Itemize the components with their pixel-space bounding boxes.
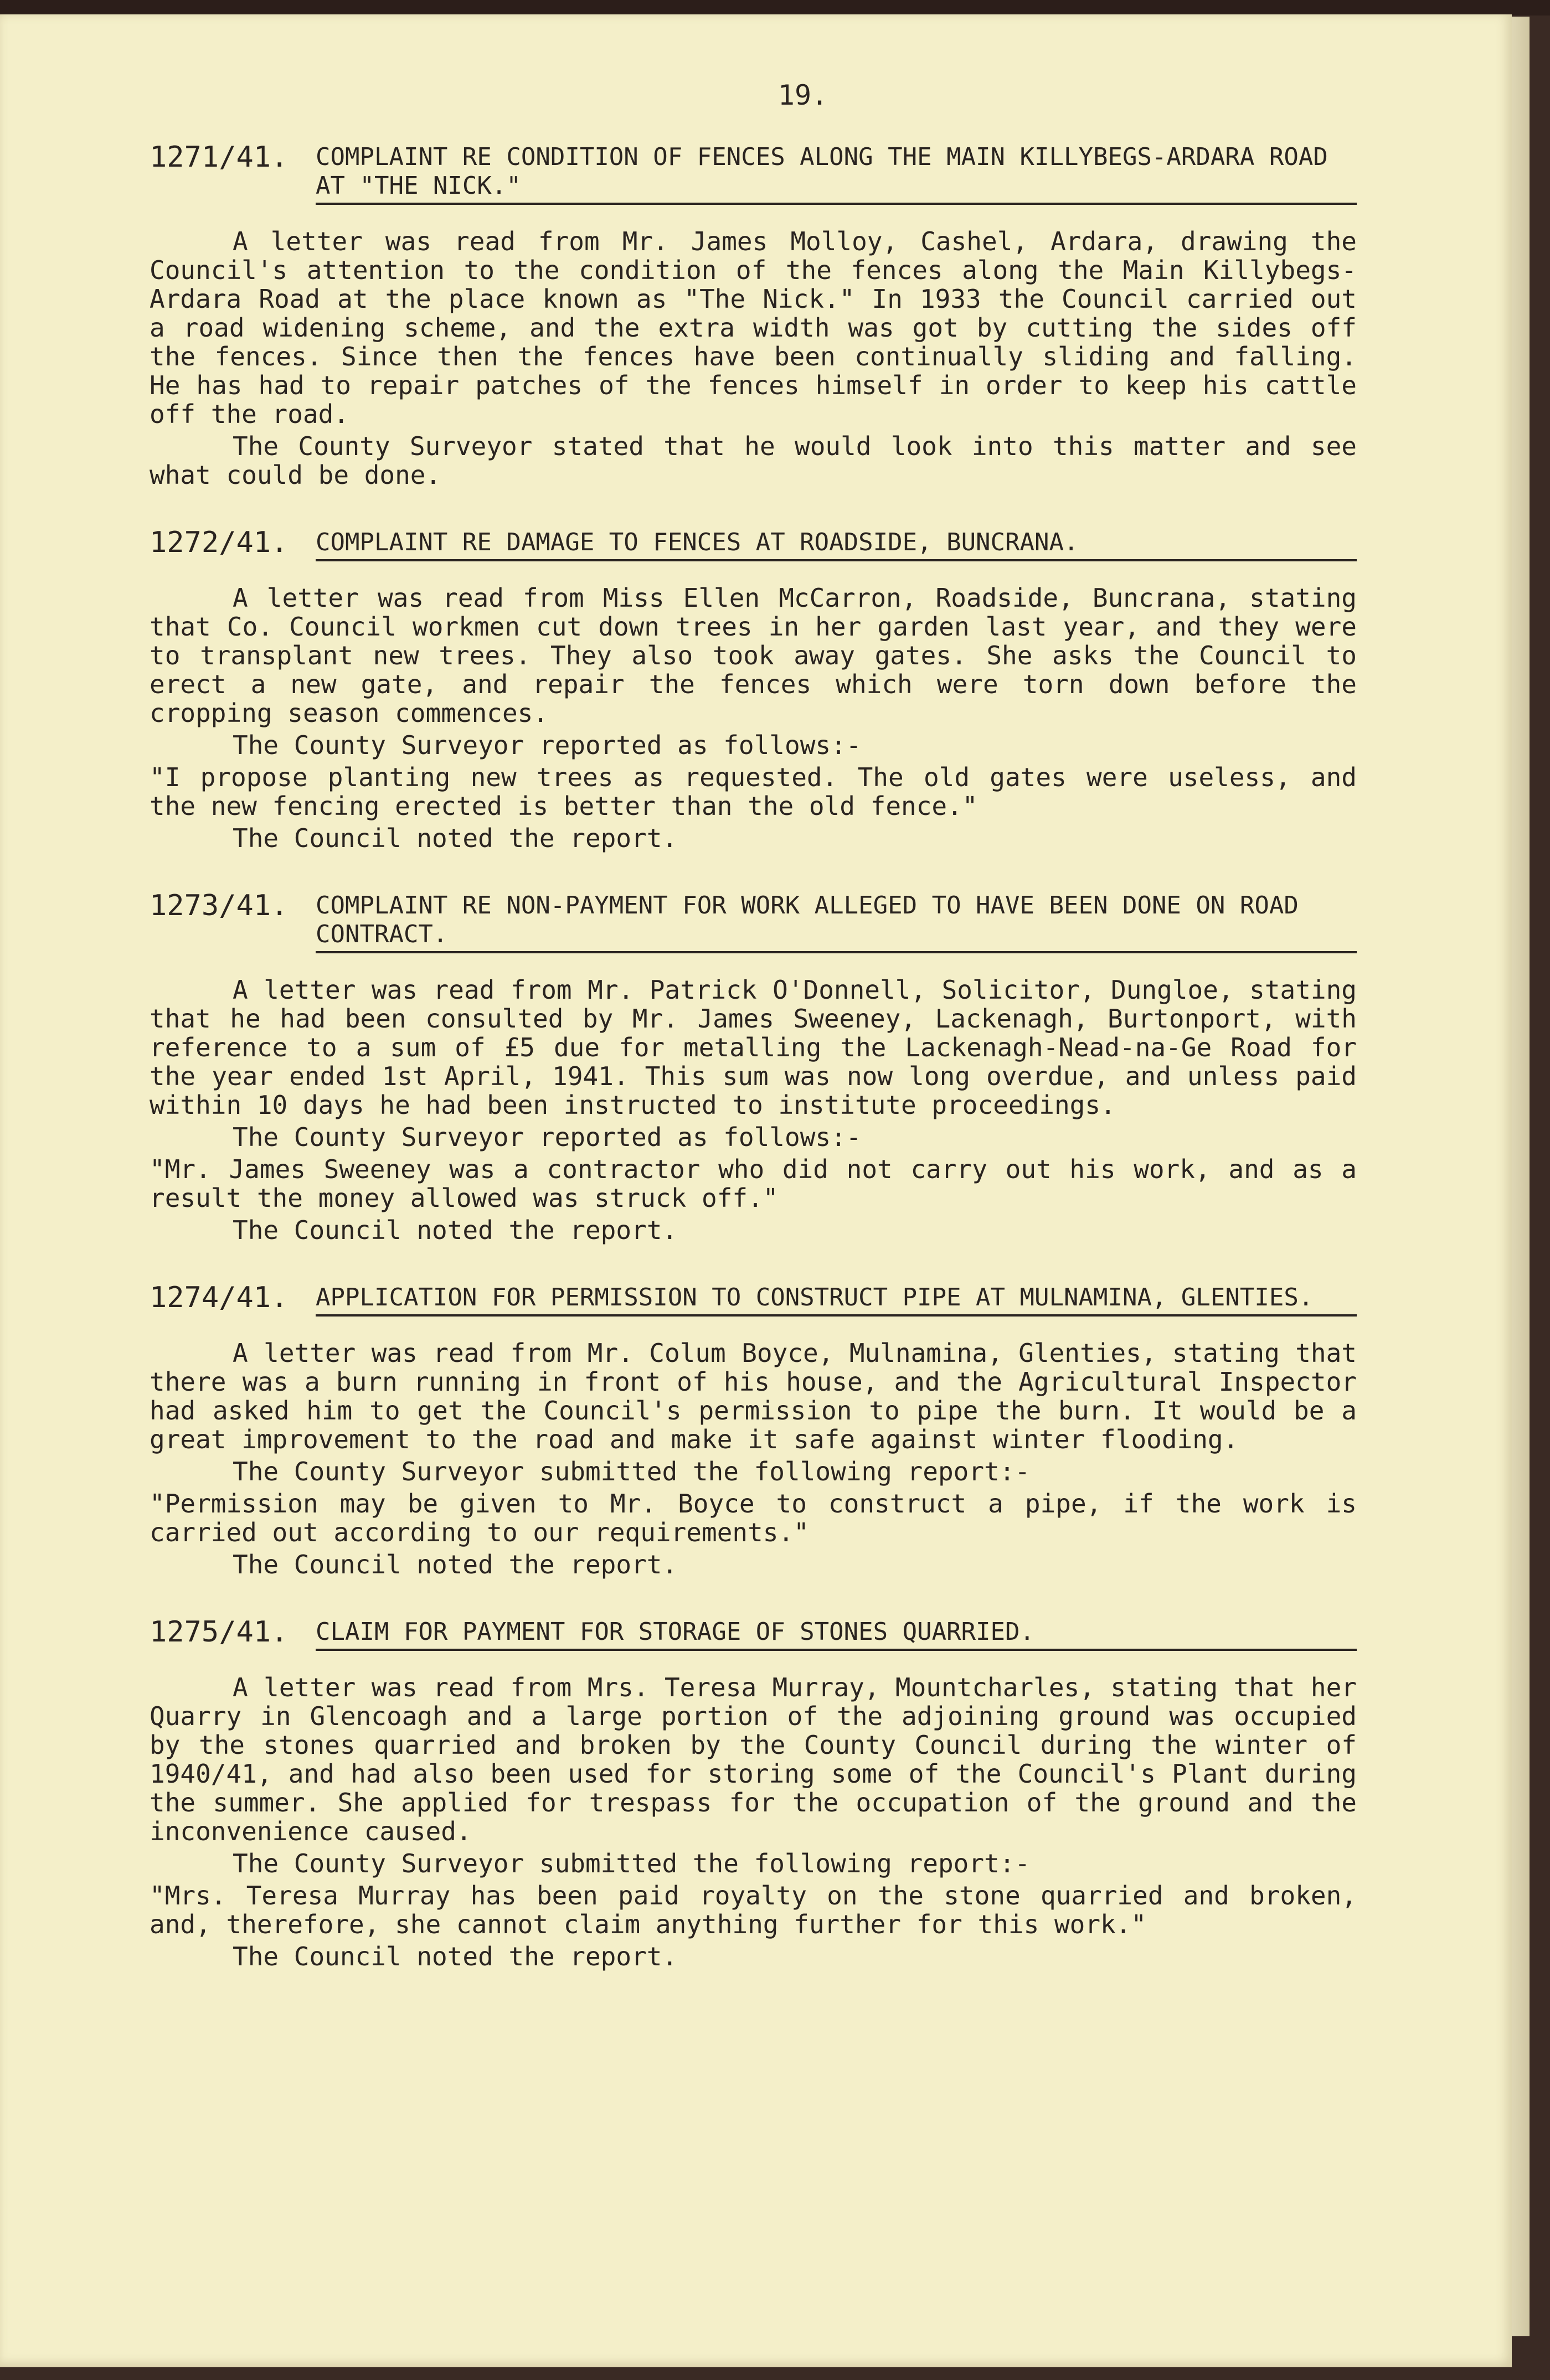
page-content: [150, 81, 1357, 2010]
page-number: 19.: [777, 79, 828, 111]
entry-heading: [150, 528, 1357, 561]
entry-number: 1273/41.: [150, 889, 289, 922]
minute-entry: [150, 143, 1357, 489]
entry-paragraph: The County Surveyor reported as follows:-: [233, 730, 862, 760]
entry-paragraph: A letter was read from Mr. Colum Boyce, Mulnamina, Glenties, stating that there was a burn running in front of his house, and the Agricultural Inspector had asked him to get the Council's permission to pipe the burn. It would be a great improvement to the road and make it safe against winter flooding.: [150, 1338, 1357, 1454]
council-noted: The Council noted the report.: [233, 1215, 678, 1245]
council-noted: The Council noted the report.: [233, 823, 678, 853]
entry-paragraph: The County Surveyor reported as follows:-: [233, 1122, 862, 1152]
entry-paragraph: A letter was read from Mrs. Teresa Murray, Mountcharles, stating that her Quarry in Glencoagh and a large portion of the adjoining ground was occupied by the stones quarried and broken by the County Council during the winter of 1940/41, and had also been used for storing some of the Council's Plant during the summer. She applied for trespass for the occupation of the ground and the inconvenience caused.: [150, 1672, 1357, 1846]
entry-paragraph: A letter was read from Miss Ellen McCarron, Roadside, Buncrana, stating that Co. Council workmen cut down trees in her garden last year, and they were to transplant new trees. They also took away gates. She asks the Council to erect a new gate, and repair the fences which were torn down before the cropping season commences.: [150, 583, 1357, 728]
document-page: [0, 14, 1512, 2367]
council-noted: The Council noted the report.: [233, 1942, 678, 1971]
council-noted: The Council noted the report.: [233, 1550, 678, 1579]
entry-number: 1271/41.: [150, 141, 289, 174]
entry-number: 1274/41.: [150, 1281, 289, 1314]
entry-heading: [150, 143, 1357, 205]
minute-entry: [150, 891, 1357, 1245]
entry-paragraph: A letter was read from Mr. Patrick O'Donnell, Solicitor, Dungloe, stating that he had been consulted by Mr. James Sweeney, Lackenagh, Burtonport, with reference to a sum of £5 due for metalling the Lackenagh-Nead-na-Ge Road for the year ended 1st April, 1941. This sum was now long overdue, and unless paid within 10 days he had been instructed to institute proceedings.: [150, 975, 1357, 1120]
entry-paragraph: A letter was read from Mr. James Molloy, Cashel, Ardara, drawing the Council's attention to the condition of the fences along the Main Killybegs-Ardara Road at the place known as "The Nick." In 1933 the Council carried out a road widening scheme, and the extra width was got by cutting the sides off the fences. Since then the fences have been continually sliding and falling. He has had to repair patches of the fences himself in order to keep his cattle off the road.: [150, 226, 1357, 429]
surveyor-report-quote: "Permission may be given to Mr. Boyce to construct a pipe, if the work is carried out according to our requirements.": [150, 1489, 1357, 1547]
entry-title: COMPLAINT RE CONDITION OF FENCES ALONG THE MAIN KILLYBEGS-ARDARA ROAD AT "THE NICK.": [316, 143, 1357, 205]
surveyor-report-quote: "Mrs. Teresa Murray has been paid royalty on the stone quarried and broken, and, therefore, she cannot claim anything further for this work.": [150, 1881, 1357, 1939]
minute-entry: [150, 1283, 1357, 1579]
entry-heading: [150, 1615, 1357, 1651]
minute-entry: [150, 528, 1357, 853]
entry-title: COMPLAINT RE DAMAGE TO FENCES AT ROADSIDE, BUNCRANA.: [316, 528, 1357, 561]
entry-title: COMPLAINT RE NON-PAYMENT FOR WORK ALLEGED TO HAVE BEEN DONE ON ROAD CONTRACT.: [316, 891, 1357, 953]
entry-title: APPLICATION FOR PERMISSION TO CONSTRUCT PIPE AT MULNAMINA, GLENTIES.: [316, 1283, 1357, 1317]
entry-heading: [150, 1283, 1357, 1317]
entry-number: 1272/41.: [150, 526, 289, 559]
entry-title: CLAIM FOR PAYMENT FOR STORAGE OF STONES QUARRIED.: [316, 1618, 1357, 1651]
surveyor-report-quote: "I propose planting new trees as requested. The old gates were useless, and the new fencing erected is better than the old fence.": [150, 762, 1357, 821]
minute-entry: [150, 1615, 1357, 1971]
entry-paragraph: The County Surveyor submitted the following report:-: [233, 1457, 1031, 1486]
entry-paragraph: The County Surveyor submitted the following report:-: [233, 1849, 1031, 1878]
entry-number: 1275/41.: [150, 1615, 289, 1649]
surveyor-report-quote: "Mr. James Sweeney was a contractor who did not carry out his work, and as a result the money allowed was struck off.": [150, 1154, 1357, 1213]
book-binding: [0, 0, 1550, 16]
entry-heading: [150, 891, 1357, 953]
entry-paragraph: The County Surveyor stated that he would look into this matter and see what could be done.: [150, 431, 1357, 490]
